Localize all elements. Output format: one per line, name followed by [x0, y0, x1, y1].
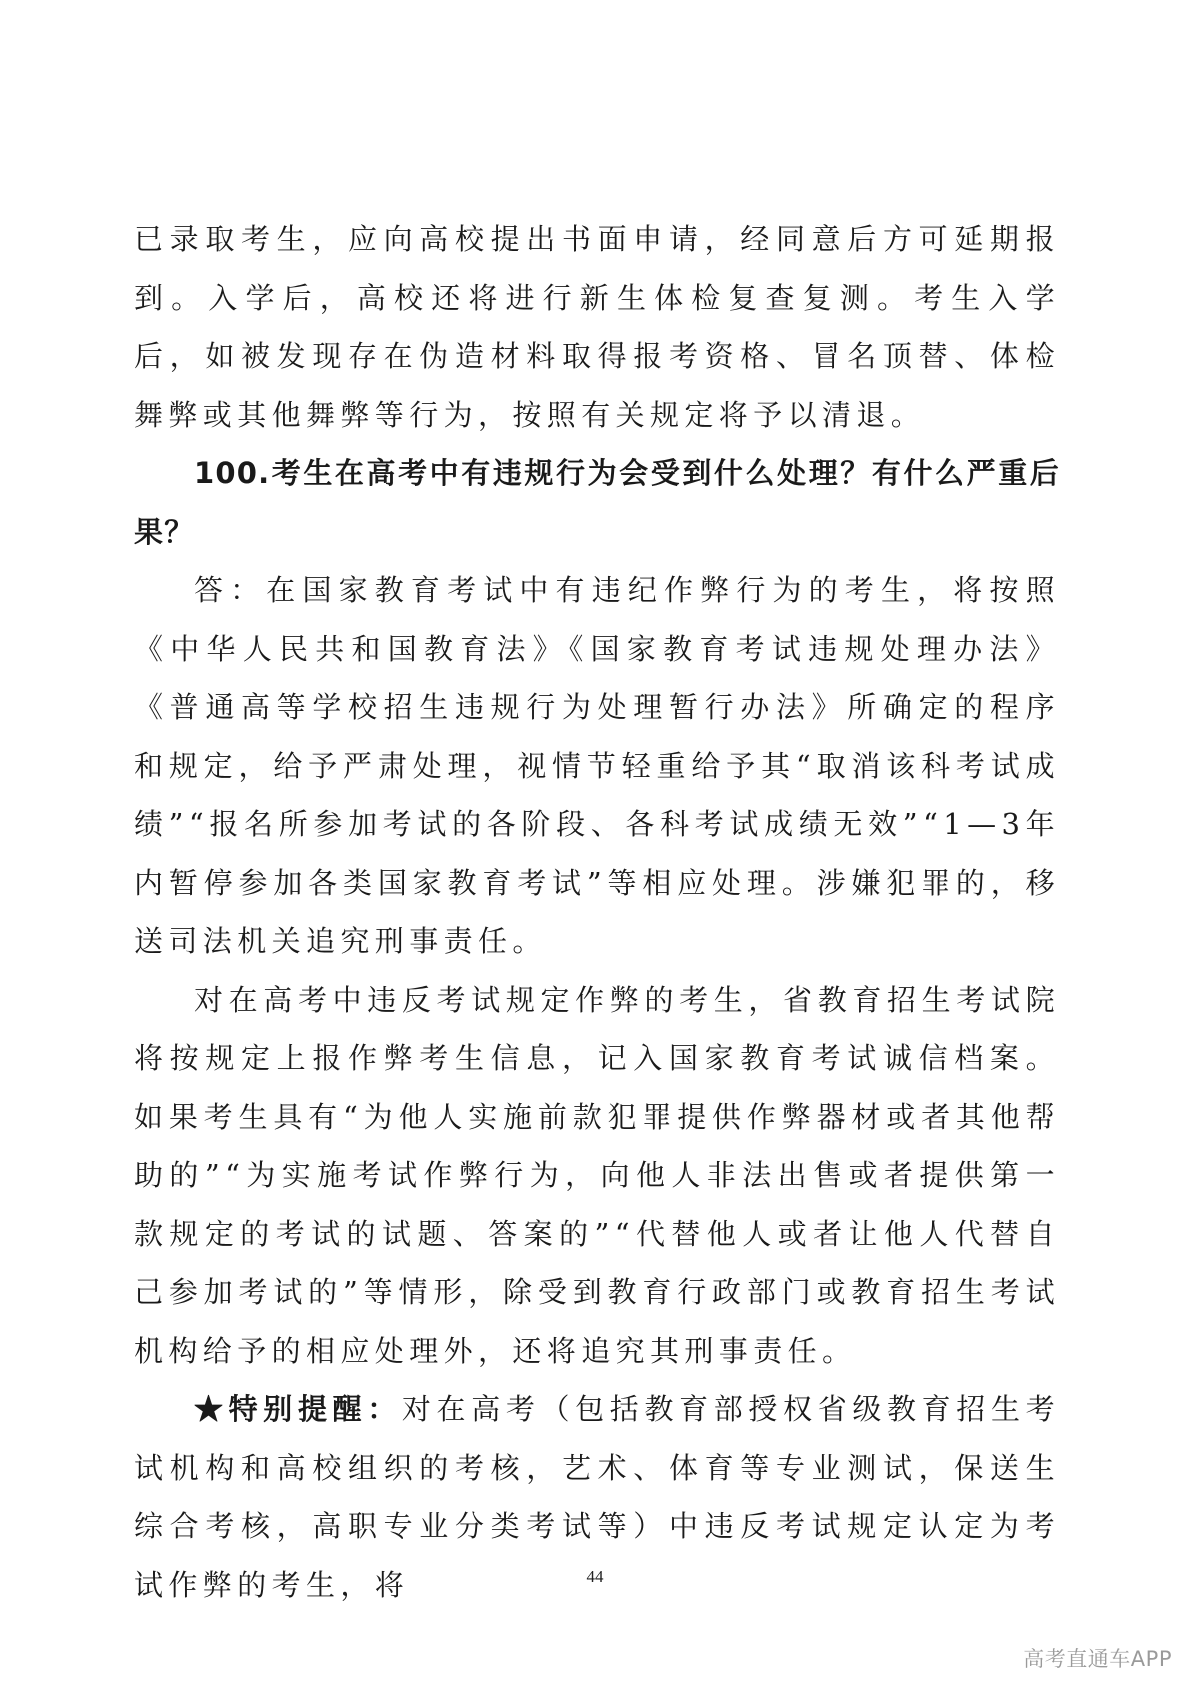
app-watermark: 高考直通车APP: [1023, 1647, 1172, 1671]
special-reminder-title: ★特别提醒：: [194, 1392, 402, 1426]
cheating-record-paragraph: 对在高考中违反考试规定作弊的考生，省教育招生考试院将按规定上报作弊考生信息，记入国家教育考试诚信档案。如果考生具有“为他人实施前款犯罪提供作弊器材或者其他帮助的”“为实施考试作弊行为，向他人非法出售或者提供第一款规定的考试的试题、答案的”“代替他人或者让他人代替自己参加考试的”等情形，除受到教育行政部门或教育招生考试机构给予的相应处理外，还将追究其刑事责任。: [134, 982, 1060, 1368]
special-reminder-text: 对在高考（包括教育部授权省级教育招生考试机构和高校组织的考核，艺术、体育等专业测试，保送生综合考核，高职专业分类考试等）中违反考试规定认定为考试作弊的考生，将: [134, 1392, 1060, 1602]
paragraph-enrollment-continuation: 已录取考生，应向高校提出书面申请，经同意后方可延期报到。入学后，高校还将进行新生体检复查复测。考生入学后，如被发现存在伪造材料取得报考资格、冒名顶替、体检舞弊或其他舞弊等行为，按照有关规定将予以清退。: [134, 222, 1060, 432]
answer-100-paragraph: 答：在国家教育考试中有违纪作弊行为的考生，将按照《中华人民共和国教育法》《国家教育考试违规处理办法》《普通高等学校招生违规行为处理暂行办法》所确定的程序和规定，给予严肃处理，视情节轻重给予其“取消该科考试成绩”“报名所参加考试的各阶段、各科考试成绩无效”“1—3年内暂停参加各类国家教育考试”等相应处理。涉嫌犯罪的，移送司法机关追究刑事责任。: [134, 573, 1060, 958]
question-100-heading: 100.考生在高考中有违规行为会受到什么处理？有什么严重后果？: [134, 456, 1060, 549]
page-body: [134, 210, 1060, 1614]
page-number: 44: [586, 1567, 604, 1586]
